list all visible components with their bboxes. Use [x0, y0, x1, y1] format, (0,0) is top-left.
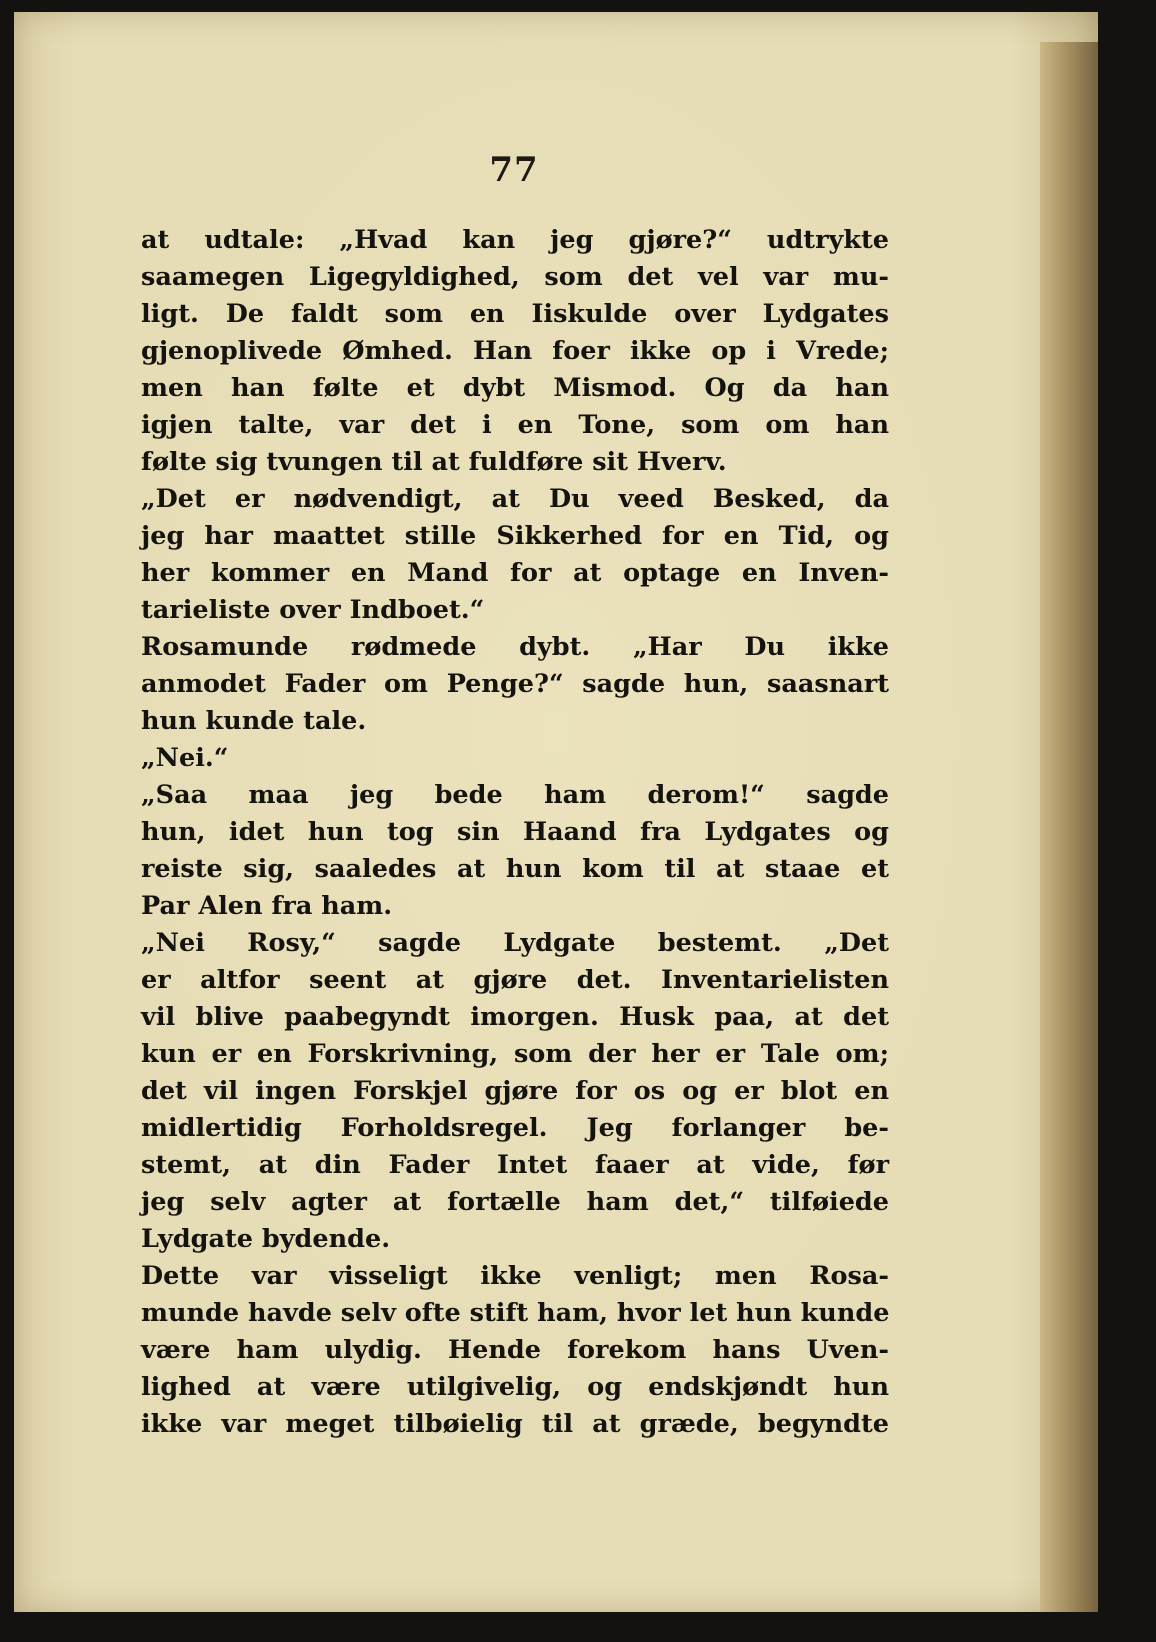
text-line: følte sig tvungen til at fuldføre sit Hverv.: [141, 447, 727, 477]
text-line: „Nei Rosy,“ sagde Lydgate bestemt. „Det: [141, 928, 889, 958]
text-line: stemt, at din Fader Intet faaer at vide, før: [141, 1150, 889, 1180]
text-line: „Saa maa jeg bede ham derom!“ sagde: [141, 780, 889, 810]
text-line: „Det er nødvendigt, at Du veed Besked, da: [141, 484, 889, 514]
text-line: saamegen Ligegyldighed, som det vel var mu-: [141, 262, 889, 292]
text-line: jeg selv agter at fortælle ham det,“ tilføiede: [141, 1187, 889, 1217]
text-line: er altfor seent at gjøre det. Inventarielisten: [141, 965, 889, 995]
text-line: ligt. De faldt som en Iiskulde over Lydgates: [141, 299, 889, 329]
text-line: hun, idet hun tog sin Haand fra Lydgates og: [141, 817, 889, 847]
text-line: ikke var meget tilbøielig til at græde, begyndte: [141, 1409, 889, 1439]
page-number: 77: [489, 150, 539, 190]
text-line: at udtale: „Hvad kan jeg gjøre?“ udtrykte: [141, 225, 889, 255]
text-line: Lydgate bydende.: [141, 1224, 391, 1254]
text-line: jeg har maattet stille Sikkerhed for en Tid, og: [141, 521, 889, 551]
body-text: [141, 222, 889, 1443]
text-line: „Nei.“: [141, 743, 229, 773]
text-line: anmodet Fader om Penge?“ sagde hun, saasnart: [141, 669, 889, 699]
text-line: det vil ingen Forskjel gjøre for os og er blot en: [141, 1076, 889, 1106]
text-line: vil blive paabegyndt imorgen. Husk paa, at det: [141, 1002, 889, 1032]
text-line: tarieliste over Indboet.“: [141, 595, 485, 625]
text-line: hun kunde tale.: [141, 706, 367, 736]
text-line: gjenoplivede Ømhed. Han foer ikke op i Vrede;: [141, 336, 889, 366]
text-line: munde havde selv ofte stift ham, hvor let hun kunde: [141, 1298, 890, 1328]
text-line: reiste sig, saaledes at hun kom til at staae et: [141, 854, 889, 884]
text-line: være ham ulydig. Hende forekom hans Uven-: [141, 1335, 889, 1365]
text-line: kun er en Forskrivning, som der her er Tale om;: [141, 1039, 889, 1069]
text-line: midlertidig Forholdsregel. Jeg forlanger be-: [141, 1113, 889, 1143]
text-line: Dette var visseligt ikke venligt; men Rosa-: [141, 1261, 889, 1291]
paper-sheet: [14, 12, 1098, 1612]
text-line: lighed at være utilgivelig, og endskjøndt hun: [141, 1372, 889, 1402]
text-line: igjen talte, var det i en Tone, som om han: [141, 410, 889, 440]
text-line: her kommer en Mand for at optage en Inven-: [141, 558, 889, 588]
text-line: men han følte et dybt Mismod. Og da han: [141, 373, 889, 403]
text-line: Rosamunde rødmede dybt. „Har Du ikke: [141, 632, 889, 662]
page-edge-shadow: [1040, 42, 1098, 1612]
text-line: Par Alen fra ham.: [141, 891, 393, 921]
